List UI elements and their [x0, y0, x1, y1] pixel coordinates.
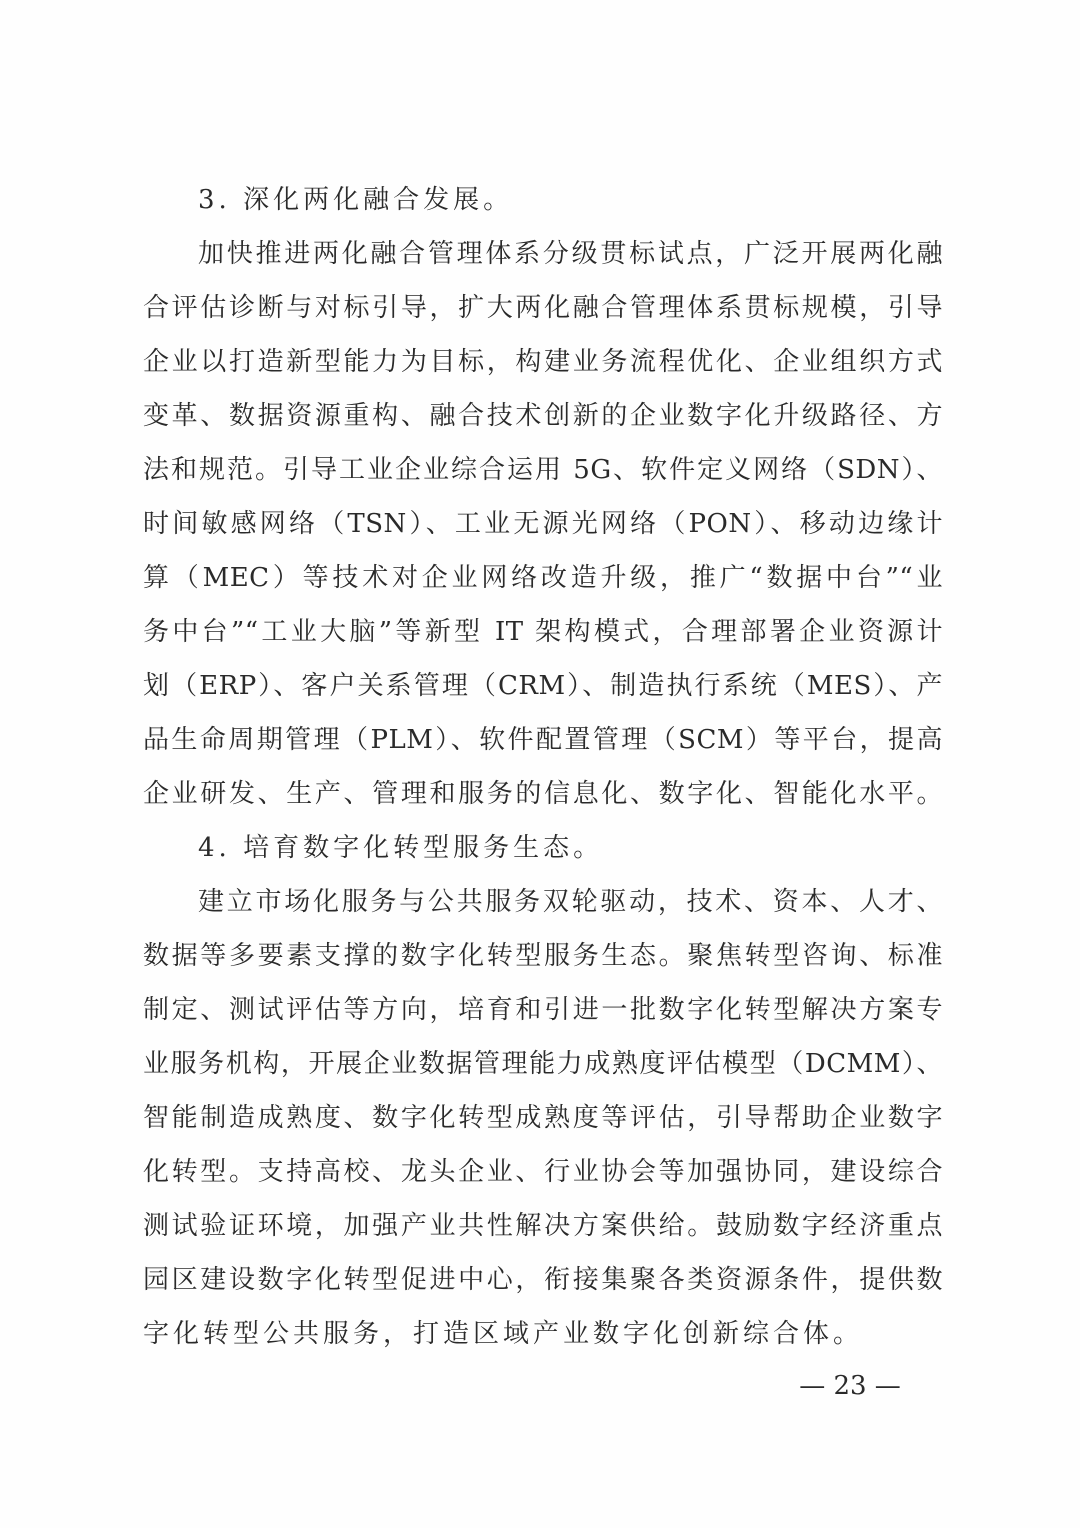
page-number: — 23 — [799, 1371, 901, 1401]
section-3-heading: 3. 深化两化融合发展。 [198, 185, 514, 215]
section-4-line: 建立市场化服务与公共服务双轮驱动，技术、资本、人才、 [198, 887, 943, 917]
section-4-line: 数据等多要素支撑的数字化转型服务生态。聚焦转型咨询、标准 [143, 941, 943, 971]
section-4-line: 制定、测试评估等方向，培育和引进一批数字化转型解决方案专 [143, 995, 943, 1025]
section-4-heading: 4. 培育数字化转型服务生态。 [198, 833, 604, 863]
section-4-line: 测试验证环境，加强产业共性解决方案供给。鼓励数字经济重点 [143, 1211, 943, 1241]
section-3-line: 划（ERP）、客户关系管理（CRM）、制造执行系统（MES）、产 [143, 671, 943, 701]
section-3-line: 合评估诊断与对标引导，扩大两化融合管理体系贯标规模，引导 [143, 293, 943, 323]
section-4-line: 智能制造成熟度、数字化转型成熟度等评估，引导帮助企业数字 [143, 1103, 943, 1133]
section-4-line: 字化转型公共服务，打造区域产业数字化创新综合体。 [143, 1319, 864, 1349]
section-3-line: 企业以打造新型能力为目标，构建业务流程优化、企业组织方式 [143, 347, 943, 377]
section-4-line: 化转型。支持高校、龙头企业、行业协会等加强协同，建设综合 [143, 1157, 943, 1187]
section-3-line: 加快推进两化融合管理体系分级贯标试点，广泛开展两化融 [198, 239, 943, 269]
section-3-line: 时间敏感网络（TSN）、工业无源光网络（PON）、移动边缘计 [143, 509, 943, 539]
section-3-line: 企业研发、生产、管理和服务的信息化、数字化、智能化水平。 [143, 779, 943, 809]
section-3-line: 务中台”“工业大脑”等新型 IT 架构模式，合理部署企业资源计 [143, 617, 943, 647]
section-3-line: 变革、数据资源重构、融合技术创新的企业数字化升级路径、方 [143, 401, 943, 431]
section-3-line: 算（MEC）等技术对企业网络改造升级，推广“数据中台”“业 [143, 563, 943, 593]
section-4-line: 业服务机构，开展企业数据管理能力成熟度评估模型（DCMM）、 [143, 1049, 943, 1079]
section-4-line: 园区建设数字化转型促进中心，衔接集聚各类资源条件，提供数 [143, 1265, 943, 1295]
section-3-line: 品生命周期管理（PLM）、软件配置管理（SCM）等平台，提高 [143, 725, 943, 755]
section-3-line: 法和规范。引导工业企业综合运用 5G、软件定义网络（SDN）、 [143, 455, 943, 485]
